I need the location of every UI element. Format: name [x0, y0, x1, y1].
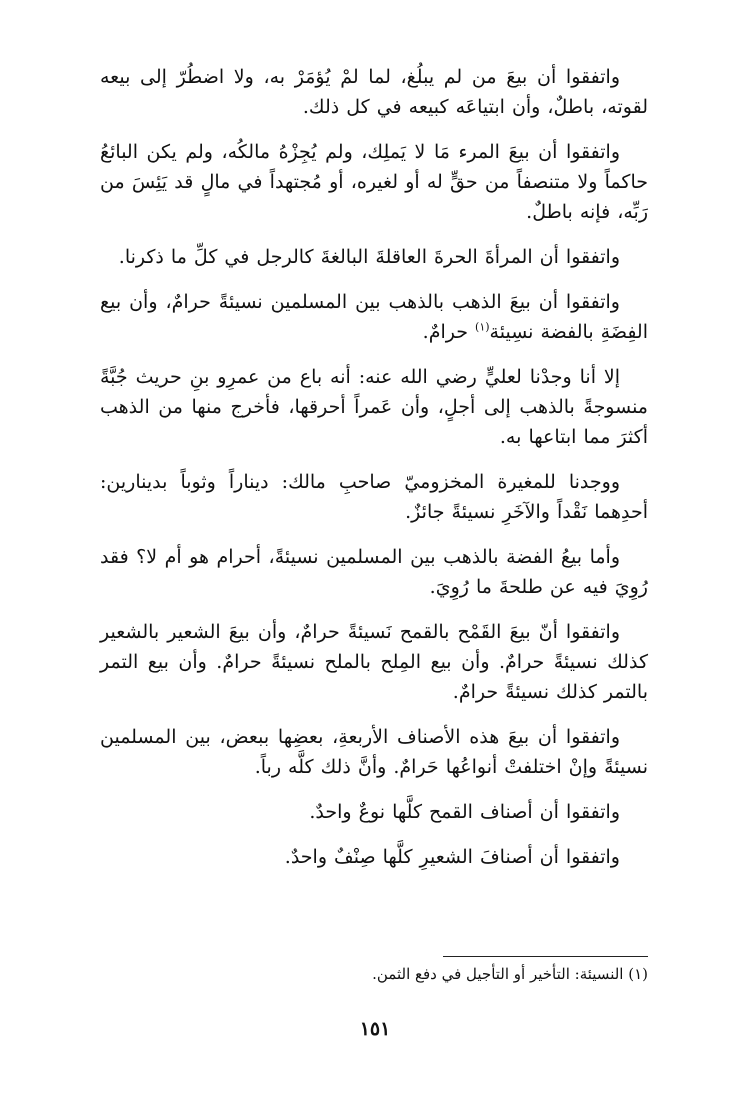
page-body — [100, 62, 648, 887]
paragraph-4 — [100, 287, 648, 347]
footnote-marker[interactable]: (١) — [475, 320, 490, 334]
paragraph-3: واتفقوا أن المرأةَ الحرةَ العاقلةَ البالغةَ كالرجل في كلِّ ما ذكرنا. — [118, 246, 620, 268]
page-number: ١٥١ — [359, 1018, 391, 1040]
footnote-divider — [443, 956, 648, 957]
paragraph-11: واتفقوا أن أصنافَ الشعيرِ كلَّها صِنْفٌ واحدٌ. — [284, 846, 620, 868]
paragraph-6: ووجدنا للمغيرة المخزوميّ صاحبِ مالك: ديناراً وثوباً بدينارين: أحدِهما نَقْداً والآخَرِ نسيئةً جائزٌ. — [100, 471, 648, 523]
paragraph-7: وأما بيعُ الفضة بالذهب بين المسلمين نسيئةً، أحرام هو أم لا؟ فقد رُوِيَ فيه عن طلحةَ ما رُوِيَ. — [100, 546, 648, 598]
paragraph-4-text: واتفقوا أن بيعَ الذهب بالذهب بين المسلمين نسيئةً حرامٌ، وأن بيع الفِضَةِ بالفضة نسِيئة — [100, 291, 648, 343]
paragraph-10: واتفقوا أن أصناف القمح كلَّها نوعٌ واحدٌ. — [309, 801, 620, 823]
paragraph-9: واتفقوا أن بيعَ هذه الأصناف الأربعةِ، بعضِها ببعض، بين المسلمين نسيئةً وإنْ اختلفتْ أنواعُها حَرامٌ. وأنَّ ذلك كلَّه رباً. — [100, 726, 648, 778]
paragraph-2: واتفقوا أن بيعَ المرء مَا لا يَملِك، ولم يُجِزْهُ مالكُه، ولم يكن البائعُ حاكماً ولا متنصفاً من حقٍّ له أو لغيره، أو مُجتهداً في مالٍ قد يَئِسَ من رَبِّه، فإنه باطلٌ. — [100, 141, 648, 223]
paragraph-5: إلا أنا وجدْنا لعليٍّ رضي الله عنه: أنه باع من عمرِو بنِ حريث جُبَّةً منسوجةً بالذهب إلى أجلٍ، وأن عَمراً أحرقها، فأخرج منها من الذهب أكثرَ مما ابتاعها به. — [100, 366, 648, 448]
paragraph-8: واتفقوا أنّ بيعَ القَمْح بالقمح نَسيئةً حرامٌ، وأن بيعَ الشعير بالشعير كذلك نسيئةً حرامٌ. وأن بيع المِلح بالملح نسيئةً حرامٌ. وأن بيع التمر بالتمر كذلك نسيئةً حرامٌ. — [100, 621, 648, 703]
footnote: (١) النسيئة: التأخير أو التأجيل في دفع الثمن. — [372, 965, 648, 983]
paragraph-4-tail: حرامٌ. — [422, 321, 476, 343]
paragraph-1: واتفقوا أن بيعَ من لم يبلُغ، لما لمْ يُؤمَرْ به، ولا اضطُرّ إلى بيعه لقوته، باطلٌ، وأن ابتياعَه كبيعه في كل ذلك. — [100, 66, 648, 118]
